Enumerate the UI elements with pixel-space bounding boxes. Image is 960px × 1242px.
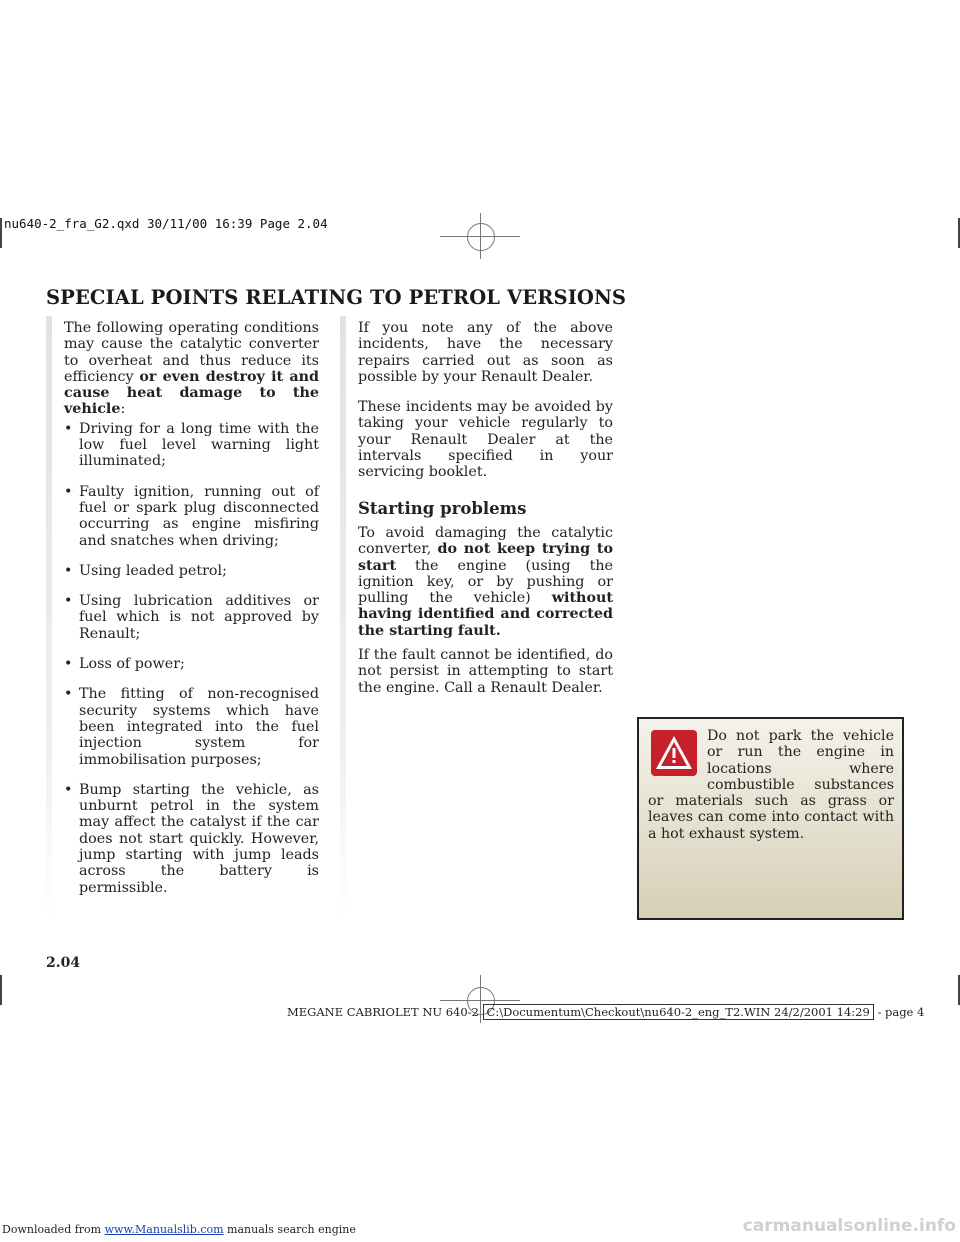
list-item: [64, 593, 319, 642]
list-item-text: Faulty ignition, running out of fuel or spark plug disconnected occurring as engine misfiring and snatches when driving;: [79, 483, 319, 549]
section-heading: Starting problems: [358, 498, 527, 518]
bold-run: without having identified and corrected the starting fault.: [358, 590, 613, 639]
page-title: SPECIAL POINTS RELATING TO PETROL VERSIONS: [46, 286, 627, 309]
crop-mark: [0, 975, 2, 1005]
bullet: •: [64, 593, 73, 610]
list-item: [64, 686, 319, 767]
list-item: [64, 782, 319, 896]
text-run: the engine (using the ignition key, or by pushing or pulling the vehicle): [358, 557, 613, 607]
list-item-text: Loss of power;: [79, 656, 185, 673]
intro-bold-text: or even destroy it and cause heat damage to the vehicle: [64, 368, 319, 418]
text-run: To avoid damaging the catalytic converter,: [358, 524, 613, 558]
list-item-text: Using lubrication additives or fuel which is not approved by Renault;: [79, 593, 319, 642]
file-slug: nu640-2_fra_G2.qxd 30/11/00 16:39 Page 2.04: [4, 216, 328, 231]
page-number: 2.04: [46, 955, 81, 971]
bullet: •: [64, 781, 73, 798]
list-item-text: The fitting of non-recognised security systems which have been integrated into the fuel injection system for immobilisation purposes;: [79, 686, 319, 768]
column-bar: [46, 316, 52, 920]
column-bar: [340, 316, 346, 920]
footer-prefix: MEGANE CABRIOLET NU 640-2: [287, 1005, 479, 1019]
bullet: •: [64, 656, 73, 673]
bold-run: do not keep trying to start: [358, 541, 613, 574]
bullet: •: [64, 483, 73, 500]
crop-mark: [0, 218, 2, 248]
footer-suffix: - page 4: [877, 1005, 925, 1019]
list-item: [64, 421, 319, 470]
warning-triangle-icon-svg: [654, 733, 694, 773]
brand-watermark: carmanualsonline.info: [742, 1216, 956, 1236]
starting-paragraph: [358, 525, 613, 639]
right-column: [358, 320, 613, 710]
footer-path: C:\Documentum\Checkout\nu640-2_eng_T2.WIN 24/2/2001 14:29: [483, 1004, 874, 1020]
warning-text: Do not park the vehicle or run the engine in locations where combustible substances or materials such as grass or leaves can come into contact with a hot exhaust system.: [648, 728, 894, 842]
intro-end: :: [120, 401, 126, 418]
list-item: [64, 563, 319, 579]
intro-text: The following operating conditions may cause the catalytic converter to overheat and thus reduce its efficiency: [64, 320, 319, 385]
fault-paragraph: If the fault cannot be identified, do not persist in attempting to start the engine. Call a Renault Dealer.: [358, 647, 613, 696]
download-suffix: manuals search engine: [223, 1223, 356, 1236]
bullet: •: [64, 420, 73, 437]
intro-paragraph: [64, 320, 319, 418]
list-item-text: Bump starting the vehicle, as unburnt petrol in the system may affect the catalyst if the car does not start quickly. However, jump starting with jump leads across the battery is permissible.: [79, 781, 319, 896]
left-column: [64, 320, 319, 910]
incidents-paragraph: If you note any of the above incidents, have the necessary repairs carried out as soon as possible by your Renault Dealer.: [358, 320, 613, 385]
registration-mark: [467, 223, 495, 251]
avoidance-paragraph: These incidents may be avoided by taking your vehicle regularly to your Renault Dealer at the intervals specified in your servicing booklet.: [358, 399, 613, 481]
list-item-text: Using leaded petrol;: [79, 562, 227, 579]
warning-triangle-icon: [651, 730, 697, 776]
bullet: •: [64, 562, 73, 579]
footer: [287, 1005, 924, 1019]
list-item-text: Driving for a long time with the low fuel level warning light illuminated;: [79, 420, 319, 470]
condition-list: [64, 421, 319, 896]
list-item: [64, 656, 319, 672]
download-prefix: Downloaded from: [2, 1223, 105, 1236]
download-notice: [2, 1223, 356, 1236]
manualslib-link[interactable]: www.Manualslib.com: [104, 1223, 224, 1236]
list-item: [64, 484, 319, 549]
warning-box: [637, 717, 904, 920]
bullet: •: [64, 686, 73, 703]
